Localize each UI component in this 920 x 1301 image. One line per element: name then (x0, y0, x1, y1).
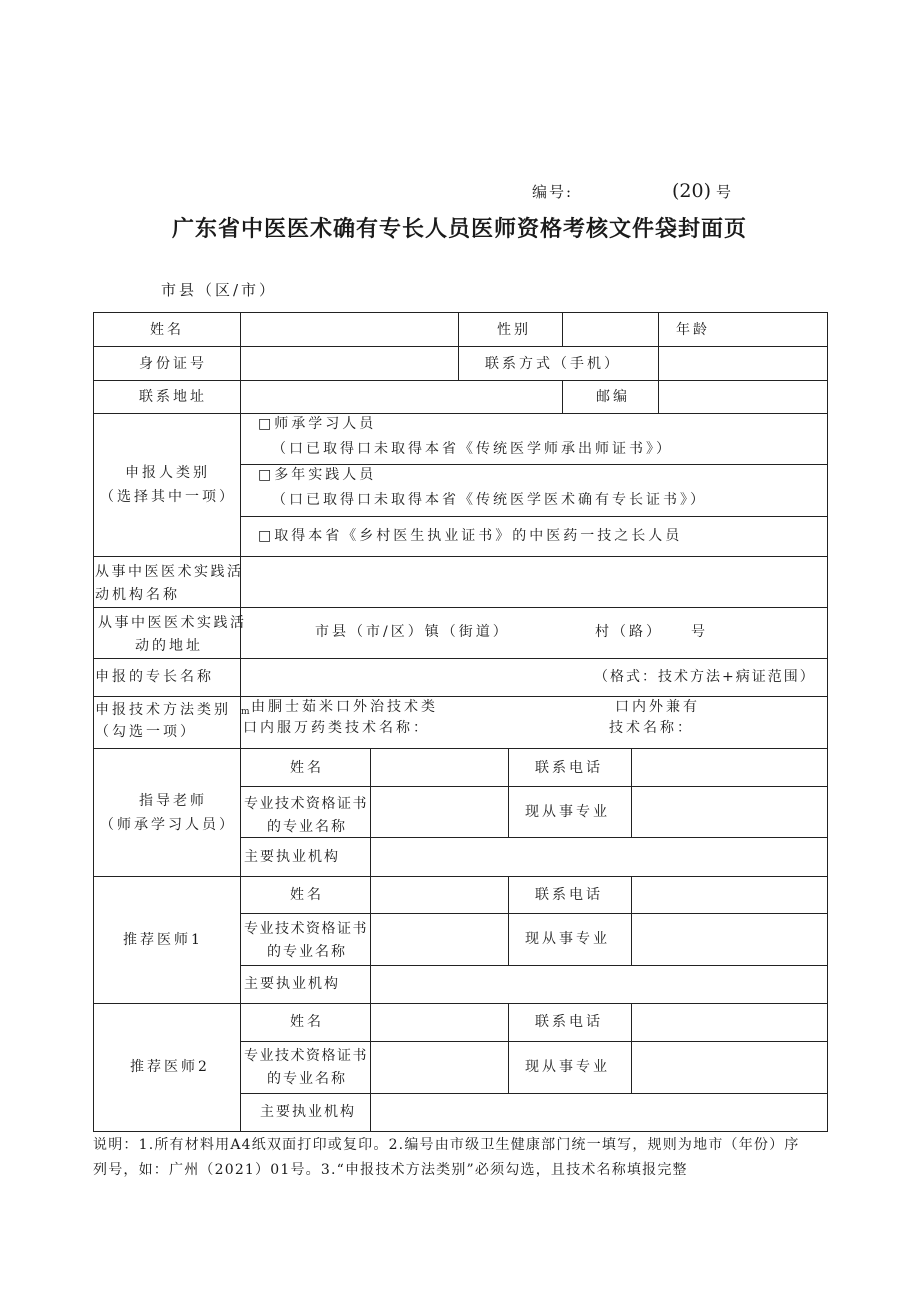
recommender1-label: 推荐医师1 (123, 932, 203, 948)
gender-label: 性别 (497, 322, 531, 338)
teacher-label: 指导老师 (139, 793, 207, 809)
serial-suffix: 号 (716, 183, 735, 201)
recommender2-name-label: 姓名 (290, 1014, 324, 1030)
teacher-cert-field[interactable] (372, 788, 506, 835)
recommender1-major-label: 现从事专业 (525, 931, 610, 947)
teacher-institution-label: 主要执业机构 (244, 849, 340, 865)
recommender1-major-field[interactable] (633, 915, 825, 963)
method-hint: （勾选一项） (95, 724, 197, 740)
recommender2-major-label: 现从事专业 (525, 1059, 610, 1075)
teacher-major-label: 现从事专业 (525, 804, 610, 820)
note-line-1: 说明：1.所有材料用A4纸双面打印或复印。2.编号由市级卫生健康部门统一填写，规则为地市（年份）序 (93, 1137, 800, 1153)
serial-value: (20) (672, 180, 712, 202)
teacher-phone-label: 联系电话 (535, 760, 603, 776)
practice-addr-label-2: 动的地址 (135, 638, 203, 654)
teacher-cert-label: 专业技术资格证书 (244, 796, 368, 812)
category-option-practice[interactable]: □多年实践人员 (258, 467, 377, 483)
recommender2-cert-label-2: 的专业名称 (267, 1071, 347, 1087)
practice-addr-number[interactable]: 号 (691, 624, 708, 640)
phone-label: 联系方式（手机） (485, 356, 621, 372)
recommender1-institution-field[interactable] (372, 967, 825, 1001)
recommender2-name-field[interactable] (372, 1005, 506, 1039)
id-label: 身份证号 (139, 356, 207, 372)
address-label: 联系地址 (139, 389, 207, 405)
practice-addr-village[interactable]: 村（路） (595, 624, 663, 640)
teacher-major-field[interactable] (633, 788, 825, 835)
note-line-2: 列号，如：广州（2021）01号。3.“申报技术方法类别”必须勾选，且技术名称填报完整 (93, 1162, 688, 1178)
method-label: 申报技术方法类别 (95, 702, 231, 718)
address-field[interactable] (242, 382, 560, 411)
practice-addr-label: 从事中医医术实践活 (98, 615, 247, 631)
postcode-label: 邮编 (596, 389, 630, 405)
recommender2-label: 推荐医师2 (130, 1059, 210, 1075)
teacher-name-label: 姓名 (290, 760, 324, 776)
method-option-both[interactable]: 口内外兼有 (615, 699, 700, 715)
practice-addr-county[interactable]: 市县（市/区）镇（街道） (315, 624, 510, 640)
postcode-field[interactable] (660, 382, 825, 411)
recommender2-cert-label: 专业技术资格证书 (244, 1048, 368, 1064)
teacher-institution-field[interactable] (372, 839, 825, 874)
teacher-phone-field[interactable] (633, 750, 825, 784)
teacher-name-field[interactable] (372, 750, 506, 784)
gender-field[interactable] (564, 314, 656, 344)
recommender2-phone-field[interactable] (633, 1005, 825, 1039)
recommender1-name-label: 姓名 (290, 887, 324, 903)
practice-org-label: 从事中医医术实践活 (95, 564, 244, 580)
age-field[interactable] (712, 314, 824, 344)
recommender2-cert-field[interactable] (372, 1043, 506, 1091)
age-label: 年龄 (676, 322, 710, 338)
recommender2-institution-field[interactable] (372, 1095, 825, 1129)
name-field[interactable] (242, 314, 456, 344)
id-field[interactable] (242, 348, 456, 378)
name-label: 姓名 (150, 322, 184, 338)
category-option-practice-detail[interactable]: （口已取得口未取得本省《传统医学医术确有专长证书》） (272, 492, 707, 508)
teacher-cert-label-2: 的专业名称 (267, 819, 347, 835)
recommender1-name-field[interactable] (372, 878, 506, 911)
recommender1-phone-field[interactable] (633, 878, 825, 911)
recommender1-cert-label: 专业技术资格证书 (244, 921, 368, 937)
recommender1-cert-label-2: 的专业名称 (267, 944, 347, 960)
category-label: 申报人类别 (125, 465, 210, 481)
recommender1-phone-label: 联系电话 (535, 887, 603, 903)
practice-org-label-2: 动机构名称 (95, 587, 180, 603)
method-option-external[interactable]: 由胴士茹米口外治技术类 (251, 699, 438, 715)
region-label: 市县（区/市） (161, 281, 278, 299)
teacher-hint: （师承学习人员） (100, 817, 236, 833)
recommender2-institution-label: 主要执业机构 (260, 1104, 356, 1120)
serial-label: 编号: (532, 183, 574, 201)
category-option-apprentice-detail[interactable]: （口已取得口未取得本省《传统医学师承出师证书》） (272, 441, 673, 457)
recommender2-phone-label: 联系电话 (535, 1014, 603, 1030)
method-prefix-mark: m (241, 707, 250, 717)
specialty-label: 申报的专长名称 (95, 669, 214, 685)
category-option-rural-doctor[interactable]: □取得本省《乡村医生执业证书》的中医药一技之长人员 (258, 528, 683, 544)
category-hint: （选择其中一项） (100, 489, 236, 505)
page-title: 广东省中医医术确有专长人员医师资格考核文件袋封面页 (172, 217, 748, 242)
category-option-apprentice[interactable]: □师承学习人员 (258, 416, 377, 432)
recommender2-major-field[interactable] (633, 1043, 825, 1091)
method-tech-name: 技术名称： (609, 720, 694, 736)
recommender1-institution-label: 主要执业机构 (244, 976, 340, 992)
phone-field[interactable] (660, 348, 825, 378)
specialty-format-hint: （格式：技术方法+病证范围） (594, 669, 816, 685)
practice-org-field[interactable] (242, 558, 825, 605)
recommender1-cert-field[interactable] (372, 915, 506, 963)
method-option-internal[interactable]: 口内服万药类技术名称： (243, 720, 430, 736)
